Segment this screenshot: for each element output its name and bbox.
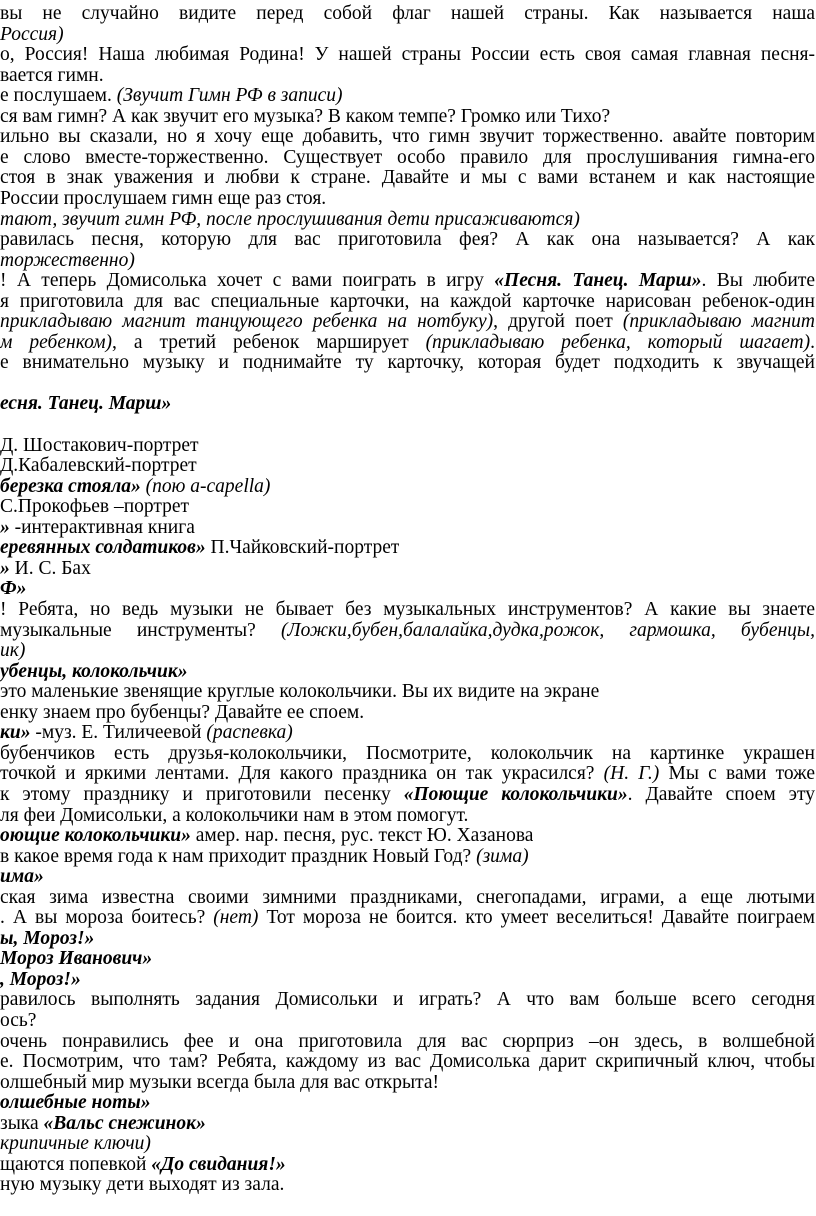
text-run: есня. Танец. Марш»: [0, 393, 172, 415]
text-run: музыкальные инструменты?: [0, 619, 281, 641]
text-run: равилась песня, которую для вас приготовила фея? А как она называется? А как: [0, 229, 815, 251]
text-run: (Н. Г.): [603, 763, 660, 785]
text-run: ильно вы сказали, но я хочу еще добавить, что гимн звучит торжественно. авайте повторим: [0, 126, 815, 148]
text-run: ! А теперь Домисолька хочет с вами поиграть в игру: [0, 270, 495, 292]
text-run: вы не случайно видите перед собой флаг нашей страны. Как называется наша: [0, 3, 815, 24]
text-run: бубенчиков есть друзья-колокольчики, Посмотрите, колокольчик на картинке украшен: [0, 742, 815, 764]
text-run: Д.Кабалевский-портрет: [0, 455, 197, 477]
text-run: я приготовила для вас специальные карточки, на каждой карточке нарисован ребенок-один: [0, 290, 815, 312]
text-run: ы, Мороз!»: [0, 927, 95, 949]
text-run: е. Посмотрим, что там? Ребята, каждому из вас Домисолька дарит скрипичный ключ, чтобы: [0, 1051, 815, 1072]
text-line: [0, 1173, 284, 1197]
text-run: Мороз Иванович»: [0, 948, 153, 970]
text-run: это маленькие звенящие круглые колокольчики. Вы их видите на экране: [0, 681, 600, 703]
text-run: очень понравились фее и она приготовила для вас сюрприз –он здесь, в волшебной: [0, 1030, 815, 1052]
text-line: [0, 619, 815, 643]
text-run: оющие колокольчики»: [0, 825, 191, 846]
text-run: ся вам гимн? А как звучит его музыка? В каком темпе? Громко или Тихо?: [0, 105, 611, 127]
text-line: [0, 845, 529, 869]
text-run: ик): [0, 640, 26, 662]
text-run: е слово вместе-торжественно. Существует особо правило для прослушивания гимна-его: [0, 146, 815, 168]
text-run: тают, звучит гимн РФ, после прослушивания дети присаживаются): [0, 208, 580, 230]
text-line: [0, 351, 815, 375]
text-run: еревянных солдатиков»: [0, 537, 206, 559]
text-run: . Давайте споем эту: [627, 783, 815, 805]
text-run: .: [810, 331, 815, 353]
text-run: И. С. Бах: [9, 557, 91, 579]
text-run: «Поющие колокольчики»: [403, 783, 628, 805]
text-run: торжественно): [0, 249, 135, 271]
text-run: березка стояла»: [0, 475, 141, 497]
text-run: прикладываю магнит танцующего ребенка на нотбуку): [0, 311, 494, 333]
text-run: Мы с вами тоже: [659, 763, 815, 785]
text-run: Ф»: [0, 578, 27, 600]
text-run: , а третий ребенок марширует: [112, 331, 426, 353]
text-run: С.Прокофьев –портрет: [0, 496, 190, 518]
text-line: [0, 988, 815, 1012]
text-run: . А вы мороза боитесь?: [0, 907, 214, 929]
text-run: (Ложки,бубен,балалайка,дудка,рожок, гармошка, бубенцы,: [280, 619, 815, 641]
text-run: -интерактивная книга: [9, 516, 195, 538]
text-run: »: [0, 557, 10, 579]
text-run: . Вы любите: [701, 270, 815, 292]
text-run: равилось выполнять задания Домисольки и играть? А что вам больше всего сегодня: [0, 989, 815, 1011]
text-line: [0, 392, 171, 416]
text-run: ки»: [0, 722, 31, 744]
text-run: (нет): [213, 907, 259, 929]
text-run: о, Россия! Наша любимая Родина! У нашей страны России есть своя самая главная песня-: [0, 44, 815, 66]
text-run: , Мороз!»: [0, 968, 81, 990]
text-run: крипичные ключи): [0, 1133, 151, 1155]
text-run: , другой поет: [493, 311, 623, 333]
text-run: в какое время года к нам приходит праздник Новый Год?: [0, 845, 477, 867]
text-run: олшебный мир музыки всегда была для вас открыта!: [0, 1071, 440, 1093]
text-run: ось?: [0, 1010, 37, 1031]
text-run: стоя в знак уважения и любви к стране. Давайте и мы с вами встанем и как настоящие: [0, 167, 815, 189]
text-run: Д. Шостакович-портрет: [0, 434, 199, 456]
text-run: (прикладываю ребенка, который шагает): [425, 331, 811, 353]
text-run: (распевка): [206, 722, 293, 744]
text-run: щаются попевкой: [0, 1153, 152, 1175]
text-run: олшебные ноты»: [0, 1092, 151, 1114]
text-run: ля феи Домисольки, а колокольчики нам в этом помогут.: [0, 804, 469, 826]
text-run: има»: [0, 866, 44, 888]
text-run: (прикладываю магнит: [622, 311, 815, 333]
text-line: [0, 2, 815, 26]
text-run: «Вальс снежинок»: [43, 1112, 206, 1134]
text-line: [0, 906, 815, 930]
text-run: »: [0, 516, 10, 538]
text-run: зыка: [0, 1112, 44, 1134]
text-run: «Песня. Танец. Марш»: [494, 270, 702, 292]
text-run: ская зима известна своими зимними праздниками, снегопадами, играми, а еще лютыми: [0, 886, 815, 908]
text-run: м ребенком): [0, 331, 113, 353]
text-run: Тот мороза не боится. кто умеет веселиться! Давайте поиграем: [258, 907, 815, 929]
text-line: [0, 43, 815, 67]
text-run: «До свидания!»: [151, 1153, 286, 1175]
text-run: убенцы, колокольчик»: [0, 660, 188, 682]
text-run: енку знаем про бубенцы? Давайте ее споем.: [0, 701, 365, 723]
text-run: России прослушаем гимн еще раз стоя.: [0, 188, 327, 209]
text-run: (пою a-capella): [140, 475, 271, 497]
text-run: ную музыку дети выходят из зала.: [0, 1174, 285, 1196]
text-run: (зима): [476, 845, 529, 867]
text-run: Россия): [0, 23, 64, 45]
text-run: П.Чайковский-портрет: [205, 537, 400, 559]
text-run: (Звучит Гимн РФ в записи): [116, 85, 343, 107]
text-run: ! Ребята, но ведь музыки не бывает без музыкальных инструментов? А какие вы знаете: [0, 599, 815, 620]
text-run: к этому празднику и приготовили песенку: [0, 783, 404, 805]
text-run: вается гимн.: [0, 64, 104, 86]
text-run: е внимательно музыку и поднимайте ту карточку, которая будет подходить к звучащей: [0, 352, 815, 374]
text-run: точкой и яркими лентами. Для какого праздника он так украсился?: [0, 763, 604, 785]
text-run: -муз. Е. Тиличеевой: [30, 722, 207, 744]
text-run: е послушаем.: [0, 85, 117, 107]
text-run: амер. нар. песня, рус. текст Ю. Хазанова: [190, 825, 534, 846]
